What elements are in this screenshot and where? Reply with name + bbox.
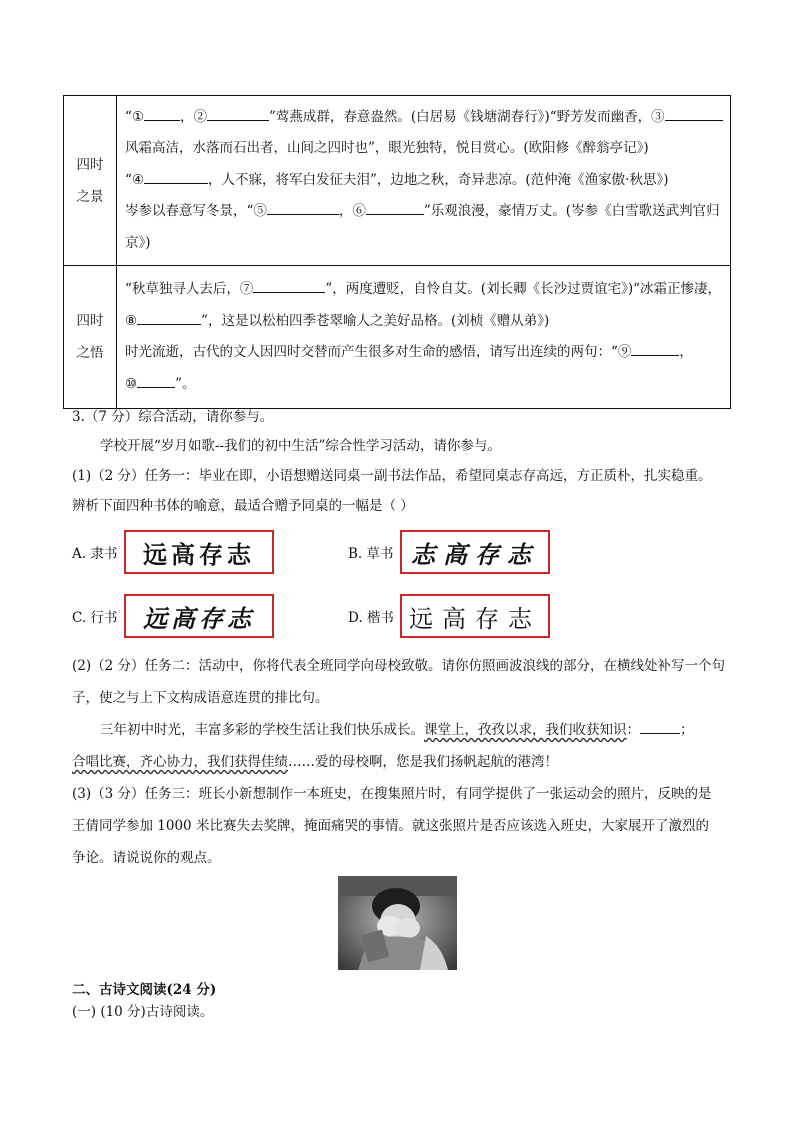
task-3-text: 争论。请说说你的观点。	[72, 850, 221, 866]
text: ⑧	[125, 312, 138, 329]
wavy-underlined-text: 合唱比赛，齐心协力，我们获得佳绩	[72, 754, 288, 770]
answer-blank-3[interactable]	[665, 106, 723, 121]
option-label: A. 隶书	[72, 546, 118, 562]
option-label: D. 楷书	[348, 610, 394, 626]
section-2-subheading: (一) (10 分)古诗阅读。	[72, 1004, 214, 1020]
text: ；	[680, 722, 694, 738]
text: ”。	[175, 375, 196, 392]
row-content-insight	[117, 266, 731, 409]
text: ”，这是以松柏四季苍翠喻人之美好品格。(刘桢《赠从弟》)	[201, 312, 550, 329]
task-2-sentence	[100, 718, 694, 738]
answer-blank-task2[interactable]	[640, 719, 680, 734]
answer-blank-8[interactable]	[137, 309, 201, 324]
task-2-text: 子，使之与上下文构成语意连贯的排比句。	[72, 690, 329, 706]
task-1-text: (1)（2 分）任务一：毕业在即，小语想赠送同桌一副书法作品，希望同桌志存高远，方正质朴，扎实稳重。	[72, 468, 712, 484]
task-1-text: 辨析下面四种书体的喻意，最适合赠予同桌的一幅是（ ）	[72, 498, 414, 514]
label-line: 四时	[76, 156, 104, 173]
text: 风霜高洁，水落而石出者，山间之四时也”，眼光独特，悦目赏心。(欧阳修《醉翁亭记》)	[125, 140, 649, 157]
section-2-heading: 二、古诗文阅读(24 分)	[72, 982, 217, 998]
option-d[interactable]	[348, 594, 394, 638]
text: ⑩	[125, 375, 138, 392]
question-3-intro: 学校开展“岁月如歌--我们的初中生活”综合性学习活动，请你参与。	[100, 438, 501, 454]
answer-blank-6[interactable]	[366, 200, 424, 215]
text: “①	[125, 108, 145, 125]
text: 岑参以春意写冬景，“⑤	[125, 203, 267, 220]
option-label: C. 行书	[72, 610, 118, 626]
text: “④	[125, 171, 145, 188]
calligraphy-lishu-image: 远高存志	[124, 530, 274, 574]
text: ”乐观浪漫，豪情万丈。(岑参《白雪歌送武判官归	[423, 203, 720, 220]
answer-blank-1[interactable]	[144, 106, 180, 121]
task-2-text: (2)（2 分）任务二：活动中，你将代表全班同学向母校致敬。请你仿照画波浪线的部分，在横线处补写一个句	[72, 658, 726, 674]
text: ……爱的母校啊，您是我们扬帆起航的港湾！	[288, 754, 558, 770]
answer-blank-5[interactable]	[267, 200, 339, 215]
text: “秋草独寻人去后，⑦	[125, 281, 254, 297]
option-label: B. 草书	[348, 546, 394, 562]
calligraphy-caoshu-image: 志高存志	[400, 530, 550, 574]
task-3-text: (3)（3 分）任务三：班长小新想制作一本班史，在搜集照片时，有同学提供了一张运动会的照片，反映的是	[72, 786, 712, 802]
answer-blank-9[interactable]	[631, 341, 679, 356]
label-line: 四时	[76, 313, 104, 329]
option-b[interactable]	[348, 530, 394, 574]
text: 京》)	[125, 234, 151, 251]
answer-blank-2[interactable]	[207, 106, 269, 121]
text: ”，两度遭贬，自怜自艾。(刘长卿《长沙过贾谊宅》)“冰霜正惨凄，	[325, 281, 721, 297]
text: 三年初中时光，丰富多彩的学校生活让我们快乐成长。	[100, 722, 424, 738]
text: ，	[679, 344, 693, 360]
answer-blank-4[interactable]	[144, 169, 208, 184]
calligraphy-xingshu-image: 远高存志	[124, 594, 274, 638]
row-label-seasons-insight	[64, 266, 117, 409]
row-label-seasons-scenery	[64, 96, 117, 266]
poem-table	[63, 95, 731, 409]
label-line: 之悟	[76, 345, 104, 361]
answer-blank-7[interactable]	[253, 278, 325, 293]
text: ，⑥	[338, 203, 366, 220]
option-c[interactable]	[72, 594, 117, 638]
text: ，人不寐，将军白发征夫泪”，边地之秋，奇异悲凉。(范仲淹《渔家傲·秋思》)	[208, 171, 669, 188]
option-a[interactable]	[72, 530, 117, 574]
calligraphy-kaishu-image: 远高存志	[400, 594, 550, 638]
text: 时光流逝，古代的文人因四时交替而产生很多对生命的感悟，请写出连续的两句：“⑨	[125, 344, 632, 360]
question-3-title: 3.（7 分）综合活动，请你参与。	[72, 409, 274, 425]
crying-girl-photo	[338, 876, 457, 970]
wavy-underlined-text: 课堂上，孜孜以求，我们收获知识	[424, 722, 627, 738]
text: ，②	[180, 108, 208, 125]
row-content-scenery	[117, 96, 731, 266]
task-3-text: 王倩同学参加 1000 米比赛失去奖牌，掩面痛哭的事情。就这张照片是否应该选入班史，大家展开了激烈的	[72, 818, 709, 834]
text: ”莺燕成群，春意盎然。(白居易《钱塘湖春行》)“野芳发而幽香，③	[269, 108, 665, 125]
answer-blank-10[interactable]	[137, 372, 175, 387]
task-2-sentence	[72, 750, 558, 770]
label-line: 之景	[76, 188, 104, 205]
text: ：	[626, 722, 640, 738]
